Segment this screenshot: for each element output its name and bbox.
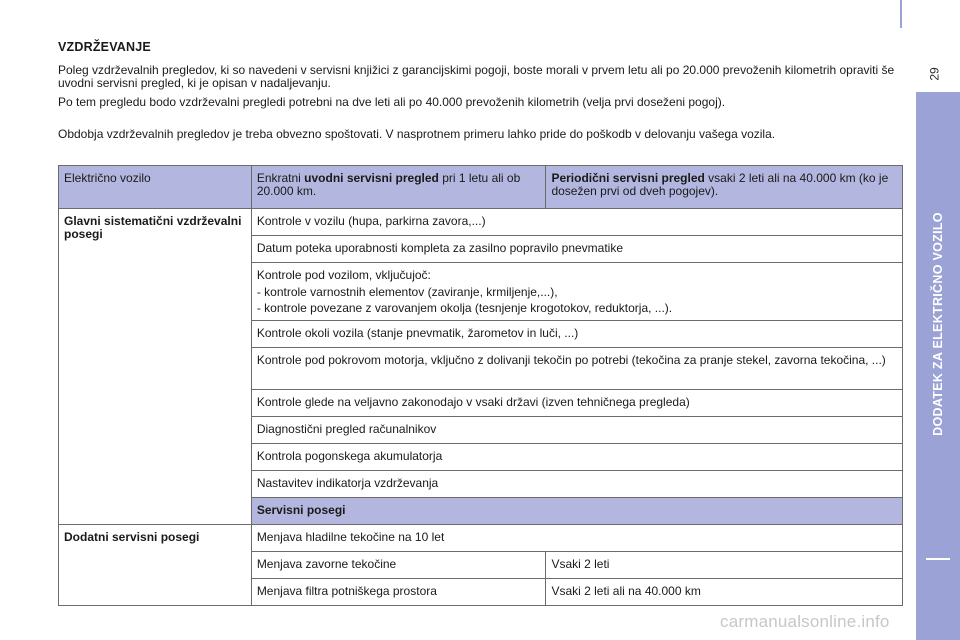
table-row-cell: Diagnostični pregled računalnikov: [251, 416, 902, 443]
header-initial-bold: uvodni servisni pregled: [304, 171, 439, 185]
intro-paragraph-1: Poleg vzdrževalnih pregledov, ki so navedeni v servisni knjižici z garancijskimi pogoji, boste morali v prvem letu ali po 20.000 prevoženih kilometrih opraviti še uvodni servisni pregled, ki je opisan v nadaljevanju.: [58, 63, 895, 90]
underbody-bullet: - kontrole povezane z varovanjem okolja (tesnjenje krogotokov, reduktorja, ...).: [256, 301, 673, 315]
section-title: DODATEK ZA ELEKTRIČNO VOZILO: [931, 212, 946, 436]
header-initial-service-cell: [251, 166, 546, 209]
underbody-intro: Kontrole pod vozilom, vključujoč:: [256, 268, 431, 282]
sidebar-rule: [926, 558, 950, 560]
underbody-bullet: - kontrole varnostnih elementov (zaviranje, krmiljenje,...),: [256, 284, 558, 299]
table-row: [59, 524, 903, 551]
table-row-cell: Nastavitev indikatorja vzdrževanja: [251, 470, 902, 497]
main-group-label: Glavni sistematični vzdrževalni posegi: [59, 209, 252, 525]
table-row-cell: Menjava hladilne tekočine na 10 let: [251, 524, 902, 551]
table-row-cell: Kontrole v vozilu (hupa, parkirna zavora,...): [251, 209, 902, 236]
header-periodic-bold: Periodični servisni pregled: [551, 171, 705, 185]
section-sidebar-label: [917, 98, 959, 550]
underbody-checks-cell: [251, 263, 902, 321]
table-row: [59, 209, 903, 236]
service-band-label: Servisni posegi: [251, 497, 902, 524]
page-number: [920, 66, 950, 82]
header-initial-prefix: Enkratni: [256, 171, 305, 185]
header-vehicle-cell: Električno vozilo: [59, 166, 252, 209]
interval-cell: Vsaki 2 leti: [546, 551, 903, 578]
page-number-text: 29: [927, 67, 942, 81]
page-title: VZDRŽEVANJE: [58, 40, 151, 54]
table-header-row: [59, 166, 903, 209]
table-row-cell: Kontrole glede na veljavno zakonodajo v vsaki državi (izven tehničnega pregleda): [251, 389, 902, 416]
maintenance-table: [58, 165, 903, 606]
table-row-cell: Kontrole pod pokrovom motorja, vključno z dolivanji tekočin po potrebi (tekočina za pranje stekel, zavorna tekočina, ...): [251, 347, 902, 389]
header-initial-suffix: pri 1 letu ali ob 20.000 km.: [256, 171, 521, 198]
top-margin-rule: [900, 0, 902, 28]
task-cell: Menjava zavorne tekočine: [251, 551, 546, 578]
table-row-cell: Kontrole okoli vozila (stanje pnevmatik, žarometov in luči, ...): [251, 320, 902, 347]
header-periodic-suffix: vsaki 2 leti ali na 40.000 km (ko je dosežen prvi od dveh pogojev).: [551, 171, 889, 198]
header-periodic-service-cell: [546, 166, 903, 209]
watermark: carmanualsonline.info: [720, 612, 890, 631]
table-row-cell: Datum poteka uporabnosti kompleta za zasilno popravilo pnevmatike: [251, 236, 902, 263]
interval-cell: Vsaki 2 leti ali na 40.000 km: [546, 578, 903, 605]
table-row-cell: Kontrola pogonskega akumulatorja: [251, 443, 902, 470]
task-cell: Menjava filtra potniškega prostora: [251, 578, 546, 605]
intro-paragraph-3: Obdobja vzdrževalnih pregledov je treba obvezno spoštovati. V nasprotnem primeru lahko pride do poškodb v delovanju vašega vozila.: [58, 127, 776, 141]
extra-group-label: Dodatni servisni posegi: [59, 524, 252, 605]
intro-paragraph-2: Po tem pregledu bodo vzdrževalni pregledi potrebni na dve leti ali po 40.000 prevoženih kilometrih (velja prvi doseženi pogoj).: [58, 95, 726, 109]
